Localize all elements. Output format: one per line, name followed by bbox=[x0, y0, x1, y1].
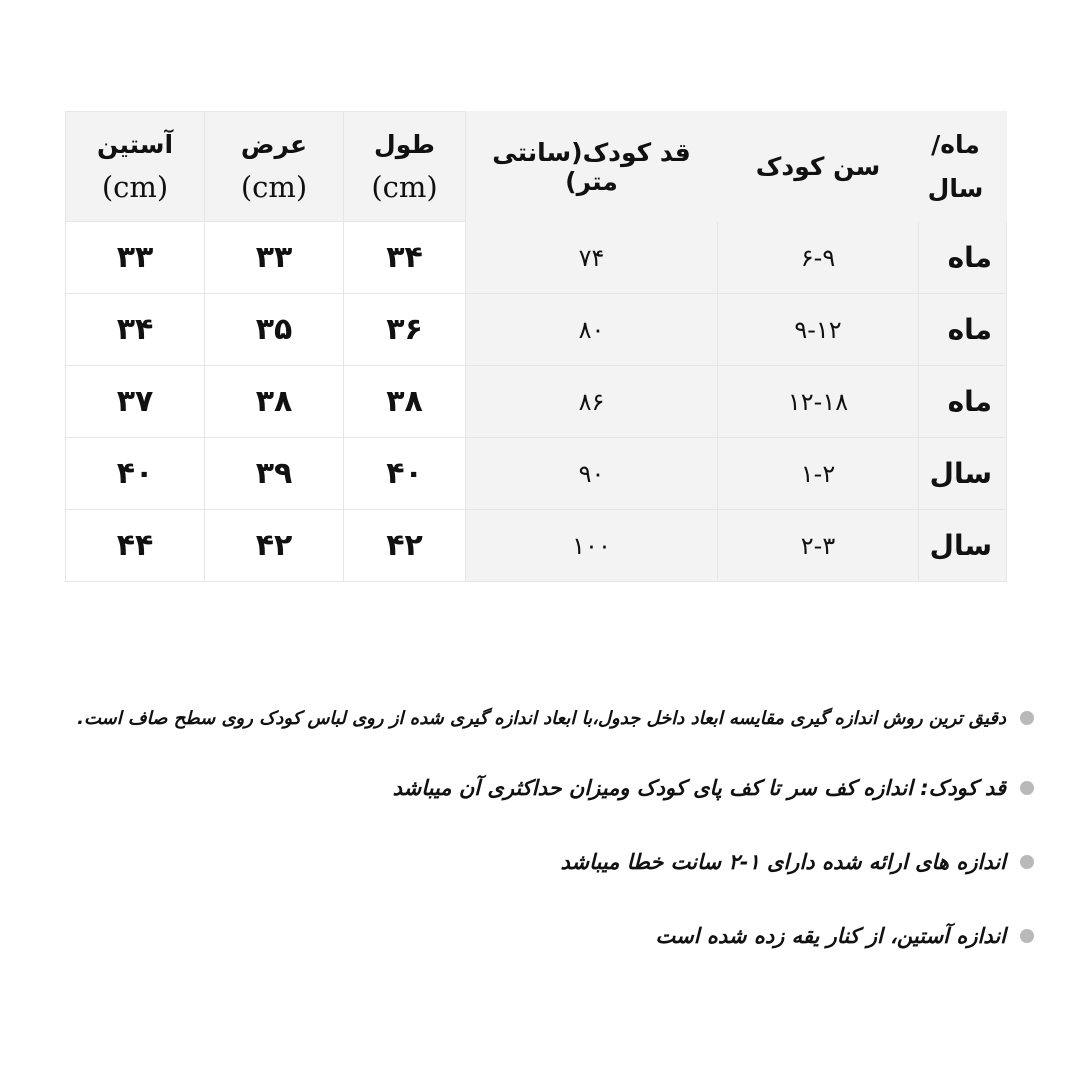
sleeve-cell: ۴۴ bbox=[66, 510, 205, 582]
width-cell: ۳۸ bbox=[205, 366, 344, 438]
table-row bbox=[66, 366, 1007, 438]
sleeve-cell: ۴۰ bbox=[66, 438, 205, 510]
header-width-unit: (cm) bbox=[240, 169, 308, 204]
note-item bbox=[393, 768, 1034, 808]
age-unit-cell: سال bbox=[919, 438, 1007, 510]
table-row bbox=[66, 294, 1007, 366]
header-child-height bbox=[466, 112, 718, 222]
length-cell: ۳۶ bbox=[344, 294, 466, 366]
width-cell: ۳۳ bbox=[205, 222, 344, 294]
width-cell: ۳۵ bbox=[205, 294, 344, 366]
age-cell: ۱-۲ bbox=[718, 438, 919, 510]
age-unit-cell: ماه bbox=[919, 294, 1007, 366]
age-unit-cell: سال bbox=[919, 510, 1007, 582]
height-cell: ۱۰۰ bbox=[466, 510, 718, 582]
header-width-title: عرض bbox=[240, 129, 308, 159]
sleeve-cell: ۳۳ bbox=[66, 222, 205, 294]
note-item bbox=[656, 916, 1034, 956]
sleeve-cell: ۳۴ bbox=[66, 294, 205, 366]
note-item bbox=[560, 842, 1034, 882]
header-month-year bbox=[919, 112, 1007, 222]
header-length bbox=[344, 112, 466, 222]
bullet-icon bbox=[1020, 855, 1034, 869]
sleeve-cell: ۳۷ bbox=[66, 366, 205, 438]
note-text: اندازه آستین، از کنار یقه زده شده است bbox=[655, 924, 1006, 948]
header-month-year-subtitle: سال bbox=[927, 173, 984, 203]
age-cell: ۹-۱۲ bbox=[718, 294, 919, 366]
header-month-year-title: ماه/ bbox=[931, 129, 980, 159]
width-cell: ۴۲ bbox=[205, 510, 344, 582]
header-width bbox=[205, 112, 344, 222]
height-cell: ۸۶ bbox=[466, 366, 718, 438]
age-unit-cell: ماه bbox=[919, 222, 1007, 294]
age-unit-cell: ماه bbox=[919, 366, 1007, 438]
length-cell: ۳۸ bbox=[344, 366, 466, 438]
length-cell: ۳۴ bbox=[344, 222, 466, 294]
header-child-age-title: سن کودک bbox=[755, 152, 881, 181]
header-child-age bbox=[718, 112, 919, 222]
width-cell: ۳۹ bbox=[205, 438, 344, 510]
header-child-height-title: قد کودک(سانتی متر) bbox=[492, 137, 691, 196]
length-cell: ۴۰ bbox=[344, 438, 466, 510]
header-length-title: طول bbox=[374, 129, 435, 159]
header-sleeve-title: آستین bbox=[96, 129, 174, 159]
age-cell: ۲-۳ bbox=[718, 510, 919, 582]
height-cell: ۷۴ bbox=[466, 222, 718, 294]
note-item bbox=[77, 698, 1034, 738]
height-cell: ۸۰ bbox=[466, 294, 718, 366]
header-sleeve bbox=[66, 112, 205, 222]
header-length-unit: (cm) bbox=[371, 169, 438, 204]
header-sleeve-unit: (cm) bbox=[101, 169, 169, 204]
size-chart-table bbox=[65, 111, 1007, 582]
note-text: قد کودک: اندازه کف سر تا کف پای کودک ومیزان حداکثری آن میباشد bbox=[392, 776, 1006, 800]
age-cell: ۱۲-۱۸ bbox=[718, 366, 919, 438]
note-text: دقیق ترین روش اندازه گیری مقایسه ابعاد داخل جدول،با ابعاد اندازه گیری شده از روی لباس کودک روی سطح صاف است. bbox=[77, 707, 1006, 729]
height-cell: ۹۰ bbox=[466, 438, 718, 510]
age-cell: ۶-۹ bbox=[718, 222, 919, 294]
bullet-icon bbox=[1020, 711, 1034, 725]
bullet-icon bbox=[1020, 781, 1034, 795]
table-row bbox=[66, 222, 1007, 294]
table-row bbox=[66, 438, 1007, 510]
note-text: اندازه های ارائه شده دارای ۱-۲ سانت خطا میباشد bbox=[560, 850, 1006, 874]
table-header-row bbox=[66, 112, 1007, 222]
bullet-icon bbox=[1020, 929, 1034, 943]
table-row bbox=[66, 510, 1007, 582]
length-cell: ۴۲ bbox=[344, 510, 466, 582]
